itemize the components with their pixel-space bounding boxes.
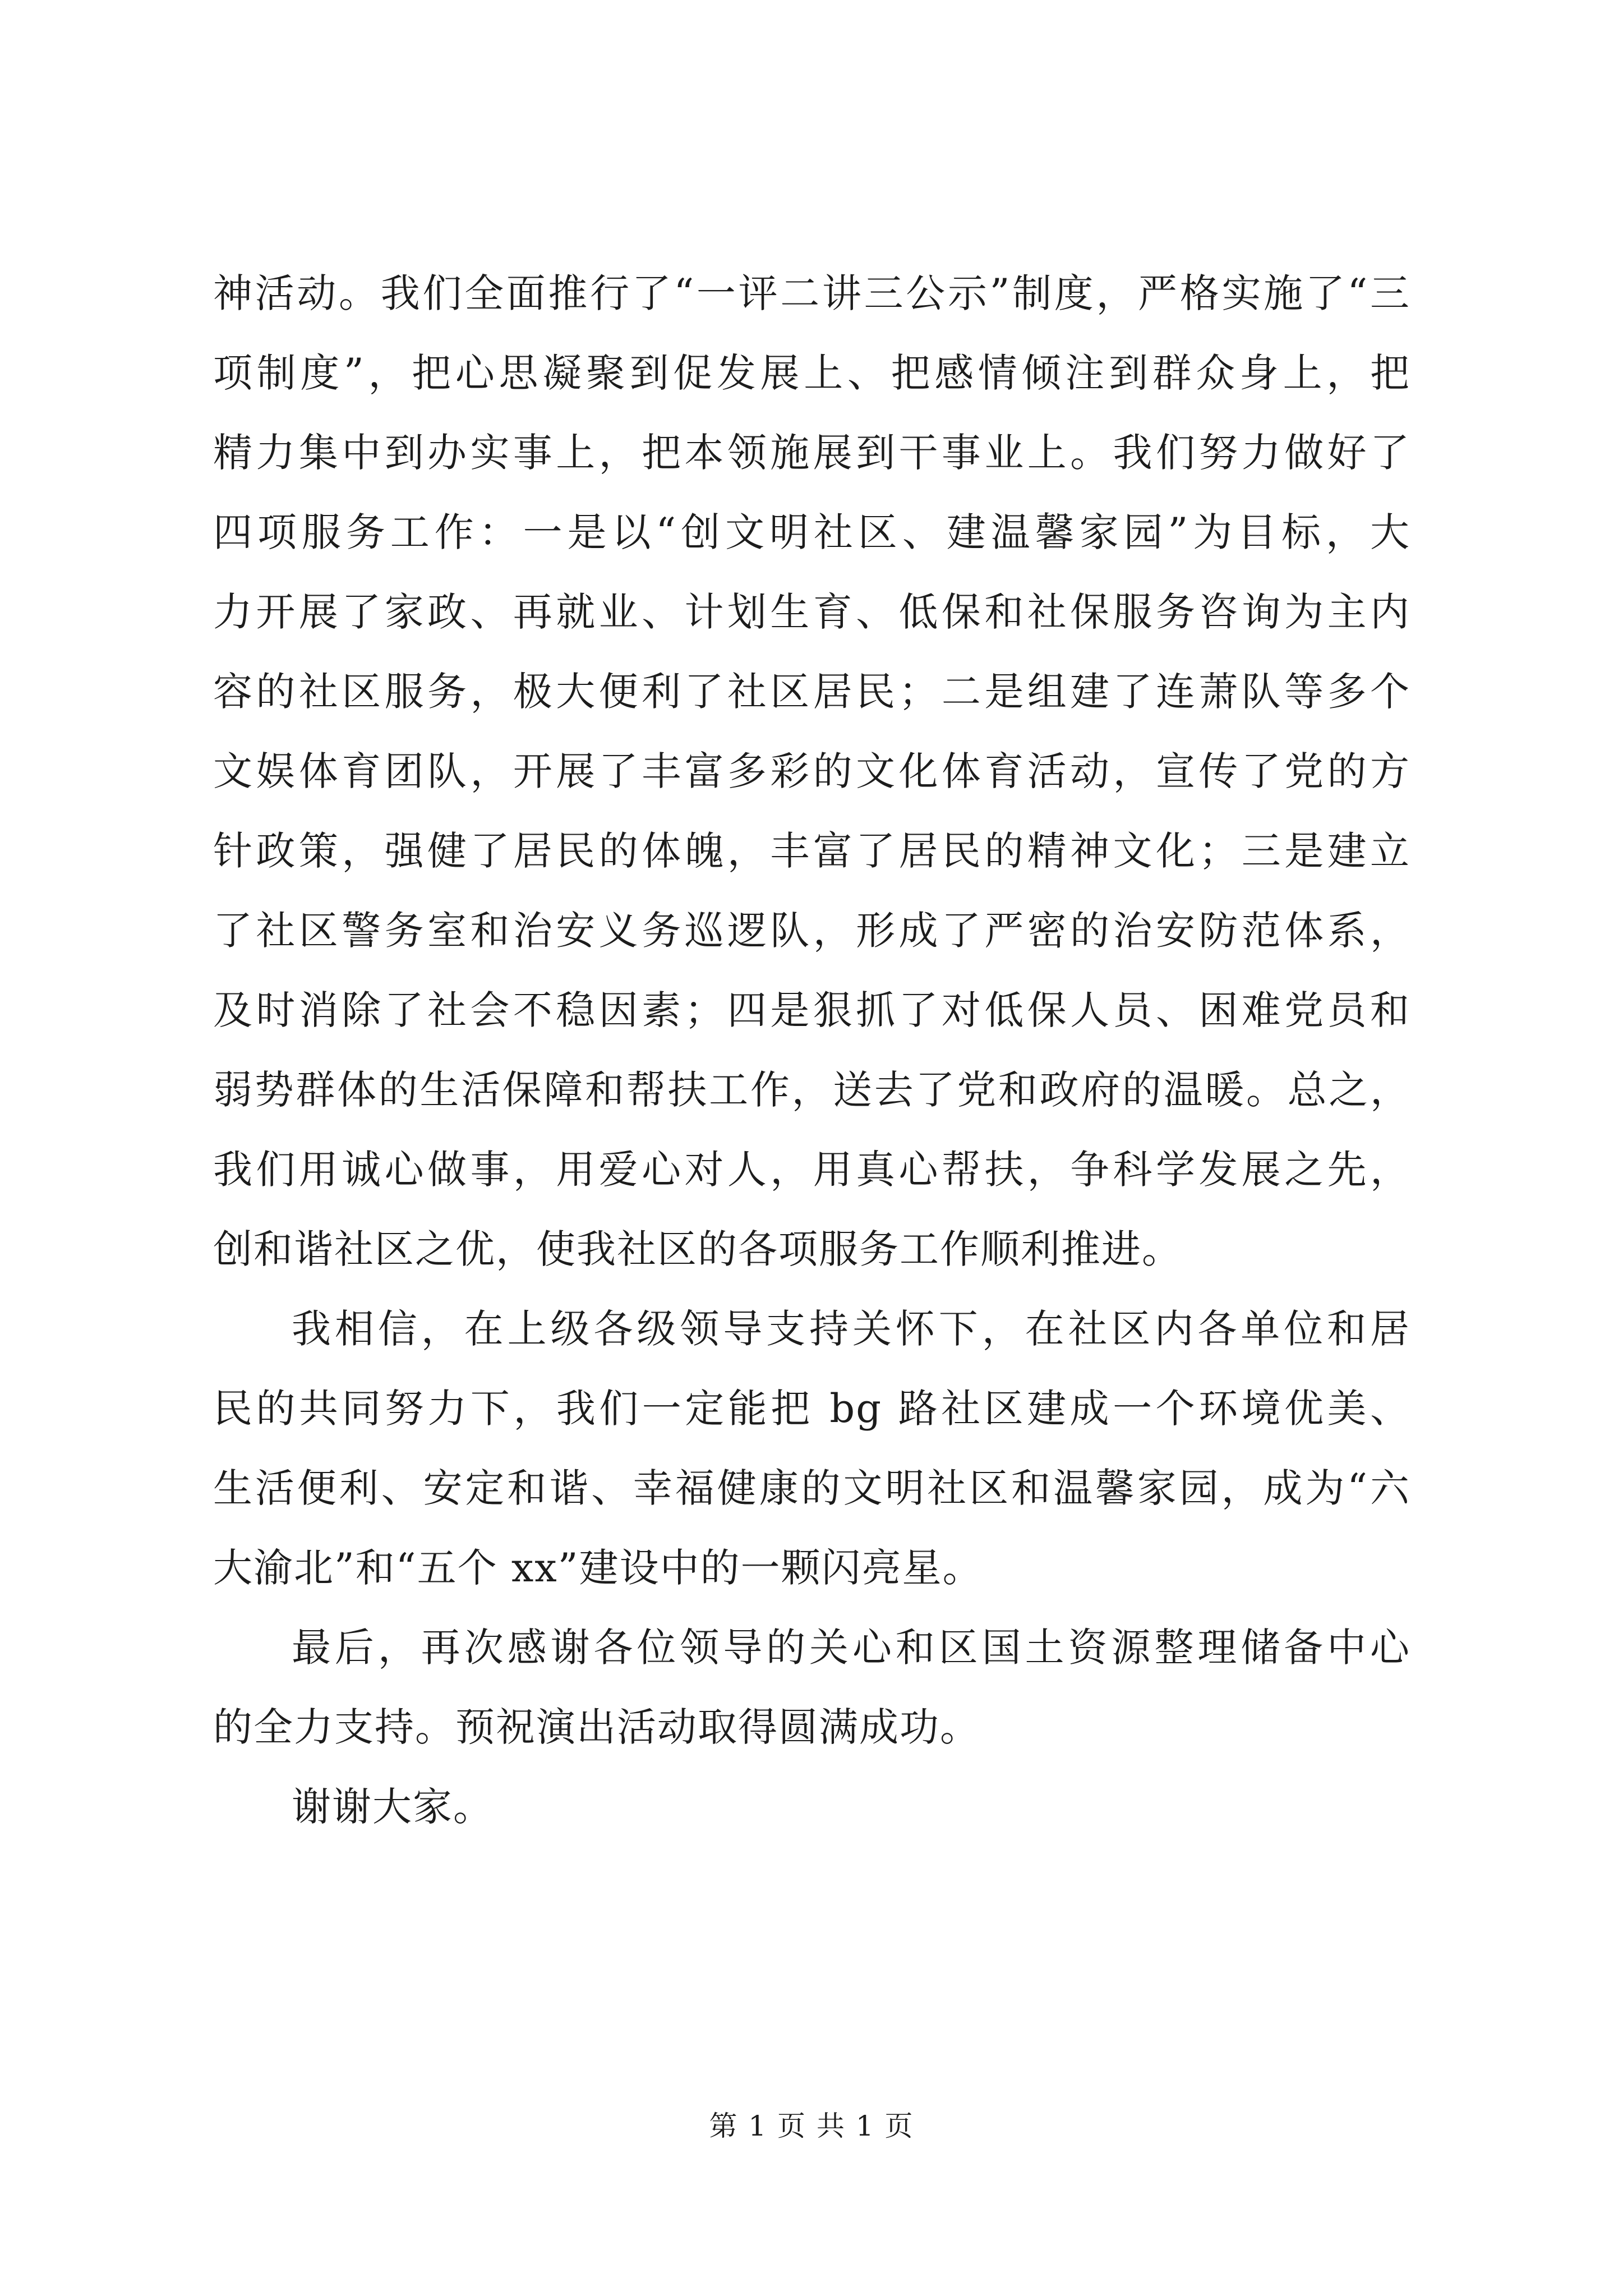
paragraph-2: [213, 1289, 1410, 1608]
document-body: [213, 254, 1410, 1847]
paragraph-1: [213, 254, 1410, 1289]
text-line: 了社区警务室和治安义务巡逻队，形成了严密的治安防范体系，: [213, 908, 1410, 954]
text-line: 四项服务工作：一是以“创文明社区、建温馨家园”为目标，大: [213, 509, 1410, 555]
text-line: 文娱体育团队，开展了丰富多彩的文化体育活动，宣传了党的方: [213, 748, 1410, 794]
text-line: 力开展了家政、再就业、计划生育、低保和社保服务咨询为主内: [213, 589, 1410, 635]
paragraph-3: [213, 1608, 1410, 1767]
page-number: 第 1 页 共 1 页: [709, 2110, 914, 2142]
text-line: 谢谢大家。: [292, 1784, 494, 1830]
text-line: 及时消除了社会不稳因素；四是狠抓了对低保人员、困难党员和: [213, 987, 1410, 1033]
text-line: 最后，再次感谢各位领导的关心和区国土资源整理储备中心: [292, 1625, 1410, 1671]
text-line: 民的共同努力下，我们一定能把 bg 路社区建成一个环境优美、: [213, 1386, 1410, 1432]
paragraph-4: [213, 1767, 1410, 1847]
text-line: 项制度”，把心思凝聚到促发展上、把感情倾注到群众身上，把: [213, 350, 1410, 396]
text-line: 容的社区服务，极大便利了社区居民；二是组建了连萧队等多个: [213, 669, 1410, 715]
text-line: 我们用诚心做事，用爱心对人，用真心帮扶，争科学发展之先，: [213, 1147, 1410, 1193]
text-line: 针政策，强健了居民的体魄，丰富了居民的精神文化；三是建立: [213, 828, 1410, 874]
text-line: 弱势群体的生活保障和帮扶工作，送去了党和政府的温暖。总之，: [213, 1067, 1410, 1113]
text-line: 的全力支持。预祝演出活动取得圆满成功。: [213, 1704, 980, 1750]
text-line: 我相信，在上级各级领导支持关怀下，在社区内各单位和居: [292, 1306, 1410, 1352]
text-line: 创和谐社区之优，使我社区的各项服务工作顺利推进。: [213, 1226, 1182, 1272]
text-line: 大渝北”和“五个 xx”建设中的一颗闪亮星。: [213, 1545, 983, 1591]
text-line: 精力集中到办实事上，把本领施展到干事业上。我们努力做好了: [213, 430, 1410, 476]
text-line: 神活动。我们全面推行了“一评二讲三公示”制度，严格实施了“三: [213, 270, 1410, 316]
text-line: 生活便利、安定和谐、幸福健康的文明社区和温馨家园，成为“六: [213, 1465, 1410, 1511]
page-footer: [0, 2104, 1623, 2144]
